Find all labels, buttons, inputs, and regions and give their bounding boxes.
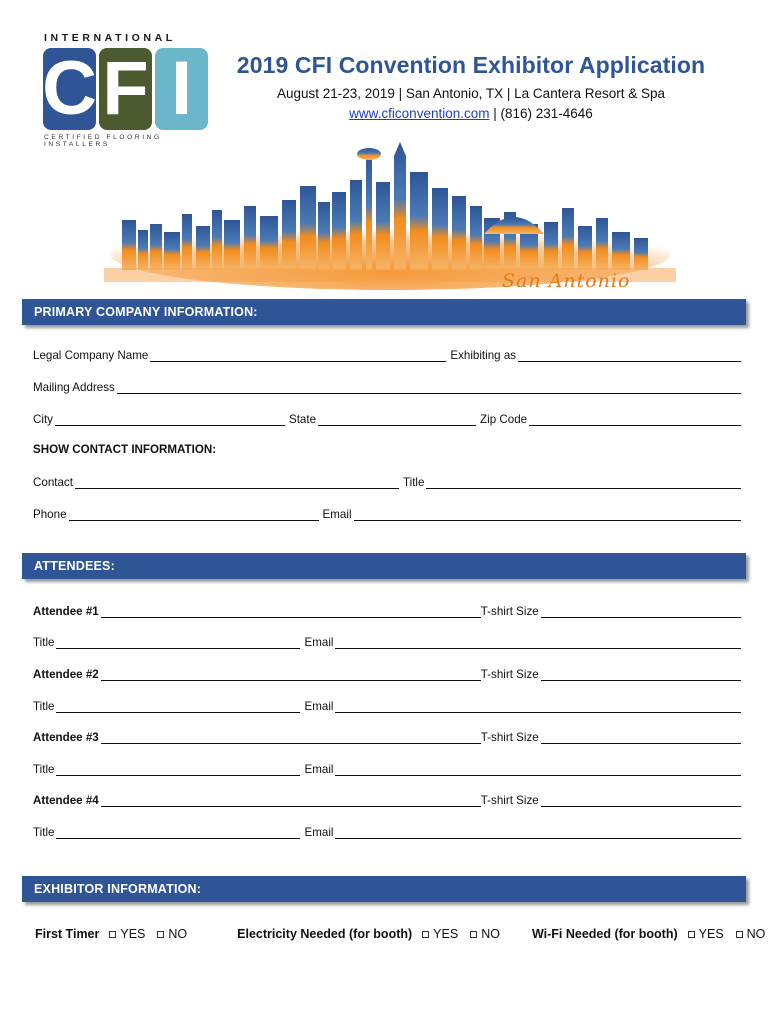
attendee-1-label: Attendee #1 — [33, 605, 99, 618]
skyline-city-caption: San Antonio — [502, 270, 631, 292]
yes-label: YES — [120, 927, 146, 941]
attendee-3-label: Attendee #3 — [33, 731, 99, 744]
attendee-2-tshirt-field[interactable] — [541, 669, 741, 681]
attendee-4-name-field[interactable] — [101, 795, 481, 807]
electricity-group — [237, 927, 512, 941]
attendee-2-label: Attendee #2 — [33, 668, 99, 681]
row-company-name — [33, 346, 741, 362]
attendee-4-email-label: Email — [304, 826, 334, 839]
exhibitor-options-row — [35, 927, 766, 941]
legal-company-name-label: Legal Company Name — [33, 349, 149, 362]
checkbox-icon[interactable] — [470, 931, 477, 938]
checkbox-icon[interactable] — [422, 931, 429, 938]
document-header — [222, 52, 720, 121]
contact-line — [222, 106, 720, 121]
section-header-exhibitor: EXHIBITOR INFORMATION: — [22, 876, 746, 902]
logo-bottom-text: CERTIFIED FLOORING INSTALLERS — [44, 134, 162, 148]
no-label: NO — [481, 927, 500, 941]
contact-title-field[interactable] — [426, 477, 741, 489]
attendee-3-title-label: Title — [33, 763, 55, 776]
attendee-2-title-field[interactable] — [56, 701, 300, 713]
electricity-label: Electricity Needed (for booth) — [237, 927, 413, 941]
logo-letter-c: C — [42, 46, 97, 131]
logo-letter-f: F — [99, 48, 152, 130]
attendee-4-title-field[interactable] — [56, 827, 300, 839]
row-attendee-3 — [33, 728, 741, 744]
exhibiting-as-label: Exhibiting as — [450, 349, 517, 362]
show-contact-heading: SHOW CONTACT INFORMATION: — [33, 443, 217, 456]
attendee-2-tshirt-label: T-shirt Size — [480, 668, 539, 681]
logo-top-text: INTERNATIONAL — [44, 32, 176, 44]
attendee-3-email-field[interactable] — [335, 764, 741, 776]
attendee-1-tshirt-field[interactable] — [541, 606, 741, 618]
attendee-3-title-field[interactable] — [56, 764, 300, 776]
no-label: NO — [746, 927, 766, 941]
first-timer-no-option[interactable] — [157, 927, 187, 941]
contact-title-label: Title — [402, 476, 425, 489]
city-label: City — [33, 413, 53, 426]
contact-label: Contact — [33, 476, 73, 489]
logo-letter-i: I — [155, 48, 208, 130]
attendee-2-title-label: Title — [33, 700, 55, 713]
row-mailing-address — [33, 378, 741, 394]
checkbox-icon[interactable] — [688, 931, 695, 938]
attendee-2-email-label: Email — [304, 700, 334, 713]
attendee-1-email-field[interactable] — [335, 637, 741, 649]
checkbox-icon[interactable] — [157, 931, 164, 938]
attendee-2-name-field[interactable] — [101, 669, 481, 681]
row-attendee-1 — [33, 602, 741, 618]
attendee-4-tshirt-label: T-shirt Size — [480, 794, 539, 807]
city-field[interactable] — [55, 414, 285, 426]
first-timer-group — [35, 927, 199, 941]
first-timer-yes-option[interactable] — [109, 927, 145, 941]
row-attendee-2 — [33, 665, 741, 681]
state-field[interactable] — [318, 414, 476, 426]
attendee-2-email-field[interactable] — [335, 701, 741, 713]
attendee-1-title-label: Title — [33, 636, 55, 649]
section-header-attendees: ATTENDEES: — [22, 553, 746, 579]
row-attendee-4-title-email — [33, 823, 741, 839]
zip-code-label: Zip Code — [480, 413, 528, 426]
event-details: August 21-23, 2019 | San Antonio, TX | La Cantera Resort & Spa — [276, 86, 665, 101]
row-attendee-4 — [33, 791, 741, 807]
row-attendee-3-title-email — [33, 760, 741, 776]
mailing-address-field[interactable] — [117, 382, 741, 394]
attendee-4-label: Attendee #4 — [33, 794, 99, 807]
attendee-3-tshirt-field[interactable] — [541, 732, 741, 744]
row-city-state-zip — [33, 410, 741, 426]
row-attendee-2-title-email — [33, 697, 741, 713]
attendee-1-email-label: Email — [304, 636, 334, 649]
phone-field[interactable] — [69, 509, 319, 521]
attendee-3-email-label: Email — [304, 763, 334, 776]
section-header-primary: PRIMARY COMPANY INFORMATION: — [22, 299, 746, 325]
row-contact-title — [33, 473, 741, 489]
attendee-4-email-field[interactable] — [335, 827, 741, 839]
electricity-yes-option[interactable] — [422, 927, 458, 941]
no-label: NO — [168, 927, 188, 941]
checkbox-icon[interactable] — [109, 931, 116, 938]
wifi-group — [532, 927, 770, 941]
zip-code-field[interactable] — [529, 414, 741, 426]
contact-email-field[interactable] — [354, 509, 741, 521]
first-timer-label: First Timer — [35, 927, 100, 941]
wifi-no-option[interactable] — [736, 927, 766, 941]
mailing-address-label: Mailing Address — [33, 381, 115, 394]
website-link[interactable]: www.cficonvention.com — [349, 106, 490, 121]
yes-label: YES — [433, 927, 459, 941]
attendee-3-tshirt-label: T-shirt Size — [480, 731, 539, 744]
checkbox-icon[interactable] — [736, 931, 743, 938]
contact-field[interactable] — [75, 477, 399, 489]
attendee-4-tshirt-field[interactable] — [541, 795, 741, 807]
wifi-yes-option[interactable] — [688, 927, 724, 941]
attendee-1-name-field[interactable] — [101, 606, 481, 618]
wifi-label: Wi-Fi Needed (for booth) — [531, 927, 678, 941]
phone-label: Phone — [33, 508, 67, 521]
row-attendee-1-title-email — [33, 633, 741, 649]
row-phone-email — [33, 505, 741, 521]
page-title: 2019 CFI Convention Exhibitor Application — [236, 52, 706, 78]
legal-company-name-field[interactable] — [150, 350, 446, 362]
attendee-3-name-field[interactable] — [101, 732, 481, 744]
electricity-no-option[interactable] — [470, 927, 500, 941]
cfi-logo — [40, 32, 220, 148]
state-label: State — [288, 413, 317, 426]
logo-letters — [43, 48, 208, 130]
phone-number: | (816) 231-4646 — [489, 106, 593, 121]
contact-email-label: Email — [322, 508, 352, 521]
yes-label: YES — [698, 927, 724, 941]
exhibiting-as-field[interactable] — [518, 350, 741, 362]
attendee-4-title-label: Title — [33, 826, 55, 839]
attendee-1-tshirt-label: T-shirt Size — [480, 605, 539, 618]
attendee-1-title-field[interactable] — [56, 637, 300, 649]
